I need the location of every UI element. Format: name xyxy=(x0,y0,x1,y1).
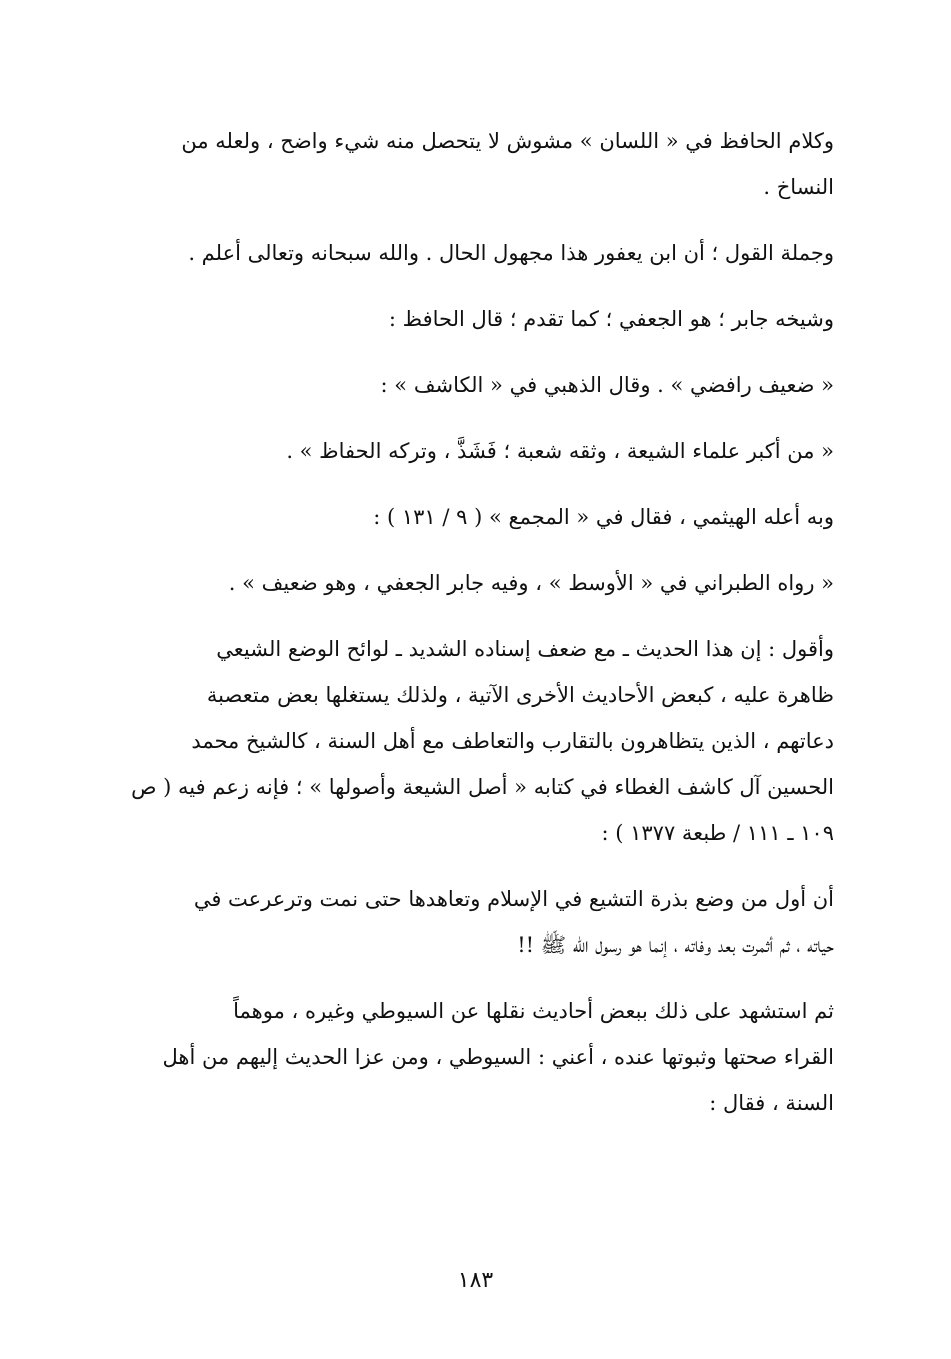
page-body xyxy=(118,118,834,1146)
text-line: حياته ، ثم أثمرت بعد وفاته ، إنما هو رسول الله ﷺ !! xyxy=(517,933,834,957)
text-line: ثم استشهد على ذلك ببعض أحاديث نقلها عن السيوطي وغيره ، موهماً xyxy=(233,999,834,1023)
paragraph-shaykh-jabir xyxy=(118,296,834,342)
text-line: ظاهرة عليه ، كبعض الأحاديث الأخرى الآتية ، ولذلك يستغلها بعض متعصبة xyxy=(206,683,834,707)
text-line: دعاتهم ، الذين يتظاهرون بالتقارب والتعاطف مع أهل السنة ، كالشيخ محمد xyxy=(191,729,834,753)
page-number: ١٨٣ xyxy=(457,1268,494,1293)
text-line: « ضعيف رافضي » . وقال الذهبي في « الكاشف » : xyxy=(380,373,834,397)
text-line: وجملة القول ؛ أن ابن يعفور هذا مجهول الحال . والله سبحانه وتعالى أعلم . xyxy=(188,241,834,265)
paragraph-summary xyxy=(118,230,834,276)
paragraph-quote-weak xyxy=(118,362,834,408)
text-line: « رواه الطبراني في « الأوسط » ، وفيه جابر الجعفي ، وهو ضعيف » . xyxy=(228,571,834,595)
paragraph-quote-tabarani xyxy=(118,560,834,606)
text-line: النساخ . xyxy=(763,175,834,199)
text-line: ١٠٩ ـ ١١١ / طبعة ١٣٧٧ ) : xyxy=(601,821,834,845)
text-line: وبه أعله الهيثمي ، فقال في « المجمع » ( ٩ / ١٣١ ) : xyxy=(373,505,834,529)
text-line: الحسين آل كاشف الغطاء في كتابه « أصل الشيعة وأصولها » ؛ فإنه زعم فيه ( ص xyxy=(131,775,834,799)
paragraph-hafiz-remark xyxy=(118,118,834,210)
paragraph-haythami xyxy=(118,494,834,540)
paragraph-conclusion xyxy=(118,988,834,1126)
text-line: أن أول من وضع بذرة التشيع في الإسلام وتعاهدها حتى نمت وترعرعت في xyxy=(193,887,834,911)
paragraph-quote-kashif xyxy=(118,428,834,474)
text-line: وأقول : إن هذا الحديث ـ مع ضعف إسناده الشديد ـ لوائح الوضع الشيعي xyxy=(216,637,834,661)
text-line: « من أكبر علماء الشيعة ، وثقه شعبة ؛ فَشَذَّ ، وتركه الحفاظ » . xyxy=(286,439,834,463)
text-line: السنة ، فقال : xyxy=(709,1091,834,1115)
text-line: وكلام الحافظ في « اللسان » مشوش لا يتحصل منه شيء واضح ، ولعله من xyxy=(181,129,834,153)
text-line: القراء صحتها وثبوتها عنده ، أعني : السيوطي ، ومن عزا الحديث إليهم من أهل xyxy=(162,1045,834,1069)
paragraph-author-comment xyxy=(118,626,834,856)
paragraph-quote-claim xyxy=(118,876,834,968)
text-line: وشيخه جابر ؛ هو الجعفي ؛ كما تقدم ؛ قال الحافظ : xyxy=(388,307,834,331)
